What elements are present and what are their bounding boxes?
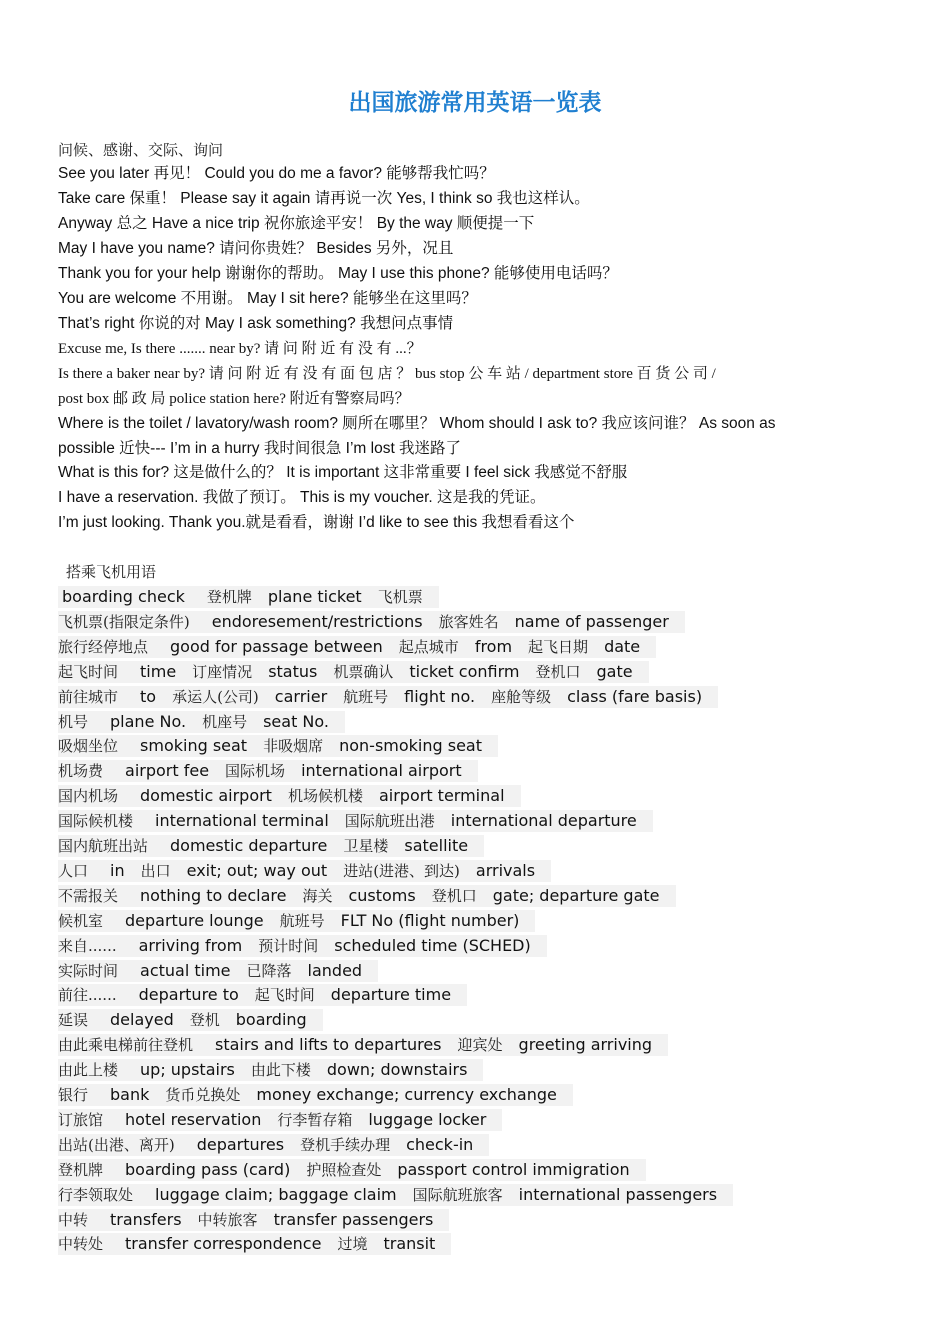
chinese-term: 国内航班出站 [58,835,170,857]
chinese-term: 登机 [190,1009,236,1031]
chinese-term: 航班号 [343,686,404,708]
chinese-term: 起飞日期 [528,636,604,658]
english-term: ticket confirm [409,661,535,683]
phrase-line: I have a reservation. 我做了预订。 This is my voucher. 这是我的凭证。 [58,489,546,506]
chinese-term: 起飞时间 [58,661,140,683]
chinese-term: 机号 [58,711,110,733]
english-term: plane ticket [268,586,378,608]
english-term: flight no. [404,686,491,708]
english-term: class (fare basis) [567,686,718,708]
phrase-line: May I have you name? 请问你贵姓？ Besides 另外，况且 [58,240,454,257]
english-term: luggage locker [368,1109,502,1131]
phrase-line: I’m just looking. Thank you.就是看看，谢谢 I’d like to see this 我想看看这个 [58,514,575,531]
english-term: landed [308,960,379,982]
english-term: good for passage between [170,636,399,658]
chinese-term: 机场费 [58,760,125,782]
english-term: delayed [110,1009,190,1031]
vocab-row [58,1084,573,1106]
phrase-line: Anyway 总之 Have a nice trip 祝你旅途平安！ By the way 顺便提一下 [58,215,535,232]
vocab-row [58,984,467,1006]
english-term: greeting arriving [519,1034,669,1056]
chinese-term: 人口 [58,860,110,882]
chinese-term: 国际航班出港 [345,810,451,832]
chinese-term: 实际时间 [58,960,140,982]
chinese-term: 订座情况 [192,661,268,683]
english-term: exit; out; way out [187,860,344,882]
chinese-term: 登机手续办理 [300,1134,406,1156]
phrase-line: Take care 保重！ Please say it again 请再说一次 Yes, I think so 我也这样认。 [58,190,590,207]
chinese-term: 登机口 [432,885,493,907]
chinese-term: 非吸烟席 [263,735,339,757]
vocab-row [58,711,345,733]
chinese-term: 旅行经停地点 [58,636,170,658]
chinese-term: 订旅馆 [58,1109,125,1131]
section-heading-flight: 搭乘飞机用语 [66,563,157,581]
chinese-term: 过境 [337,1233,383,1255]
chinese-term: 吸烟坐位 [58,735,140,757]
chinese-term: 旅客姓名 [439,611,515,633]
english-term: smoking seat [140,735,263,757]
english-term: passport control immigration [397,1159,645,1181]
phrase-line: What is this for? 这是做什么的？ It is important 这非常重要 I feel sick 我感觉不舒服 [58,464,628,481]
chinese-term: 出站(出港、离开) [58,1134,197,1156]
english-term: airport fee [125,760,225,782]
chinese-term: 航班号 [280,910,341,932]
english-term: departure time [331,984,467,1006]
english-term: boarding check [58,586,207,608]
phrase-line: That’s right 你说的对 May I ask something? 我想问点事情 [58,315,454,332]
phrase-line: You are welcome 不用谢。 May I sit here? 能够坐在这里吗？ [58,290,477,307]
section-heading-greetings: 问候、感谢、交际、询问 [58,141,224,159]
chinese-term: 登机牌 [207,586,268,608]
chinese-term: 行李暂存箱 [277,1109,368,1131]
english-term: down; downstairs [327,1059,484,1081]
chinese-term: 由此上楼 [58,1059,140,1081]
vocab-row [58,661,649,683]
phrase-line: Is there a baker near by? 请 问 附 近 有 没 有 面 包 店 ？ bus stop 公 车 站 / department store 百 货 公 司 / [58,366,716,382]
vocab-row [58,1059,483,1081]
vocab-row [58,810,653,832]
chinese-term: 海关 [302,885,348,907]
english-term: domestic departure [170,835,343,857]
vocab-row [58,910,535,932]
english-term: transfer passengers [274,1209,450,1231]
english-term: bank [110,1084,165,1106]
vocab-row [58,1134,489,1156]
chinese-term: 中转处 [58,1233,125,1255]
vocab-row [58,1233,451,1255]
chinese-term: 机场候机楼 [288,785,379,807]
english-term: airport terminal [379,785,521,807]
chinese-term: 前往...... [58,984,139,1006]
vocab-row [58,611,685,633]
chinese-term: 行李领取处 [58,1184,155,1206]
chinese-term: 银行 [58,1084,110,1106]
chinese-term: 迎宾处 [458,1034,519,1056]
phrase-line: Excuse me, Is there ....... near by? 请 问 附 近 有 没 有 ...？ [58,341,422,357]
vocab-row [58,636,656,658]
english-term: carrier [275,686,343,708]
chinese-term: 国际机场 [225,760,301,782]
phrase-line: Where is the toilet / lavatory/wash room? 厕所在哪里？ Whom should I ask to? 我应该问谁？ As soon as [58,415,776,432]
chinese-term: 出口 [141,860,187,882]
chinese-term: 预计时间 [258,935,334,957]
english-term: actual time [140,960,247,982]
english-term: seat No. [263,711,345,733]
chinese-term: 登机口 [535,661,596,683]
chinese-term: 已降落 [247,960,308,982]
chinese-term: 登机牌 [58,1159,125,1181]
vocab-row [58,785,521,807]
chinese-term: 飞机票 [378,586,439,608]
chinese-term: 机票确认 [333,661,409,683]
vocab-row [58,686,718,708]
chinese-term: 进站(进港、到达) [343,860,476,882]
english-term: international terminal [155,810,345,832]
vocab-row [58,835,484,857]
vocab-row [58,1009,323,1031]
english-term: date [604,636,656,658]
english-term: up; upstairs [140,1059,251,1081]
chinese-term: 由此乘电梯前往登机 [58,1034,215,1056]
english-term: international departure [451,810,653,832]
chinese-term: 护照检查处 [306,1159,397,1181]
chinese-term: 国际候机楼 [58,810,155,832]
vocab-row [58,586,439,608]
chinese-term: 起飞时间 [255,984,331,1006]
english-term: from [475,636,528,658]
english-term: boarding [236,1009,323,1031]
english-term: satellite [404,835,484,857]
english-term: gate; departure gate [493,885,676,907]
english-term: domestic airport [140,785,288,807]
chinese-term: 中转旅客 [198,1209,274,1231]
english-term: customs [348,885,431,907]
chinese-term: 前往城市 [58,686,140,708]
english-term: luggage claim; baggage claim [155,1184,413,1206]
english-term: transfers [110,1209,198,1231]
english-term: transfer correspondence [125,1233,337,1255]
vocab-row [58,735,498,757]
vocab-row [58,885,676,907]
english-term: departures [197,1134,300,1156]
english-term: departure to [139,984,255,1006]
english-term: plane No. [110,711,202,733]
english-term: status [268,661,333,683]
english-term: time [140,661,192,683]
chinese-term: 不需报关 [58,885,140,907]
chinese-term: 卫星楼 [343,835,404,857]
vocab-row [58,860,551,882]
english-term: scheduled time (SCHED) [334,935,546,957]
english-term: in [110,860,141,882]
vocab-row [58,1109,502,1131]
chinese-term: 座舱等级 [491,686,567,708]
english-term: nothing to declare [140,885,302,907]
english-term: to [140,686,172,708]
page-title: 出国旅游常用英语一览表 [348,89,602,116]
english-term: non-smoking seat [339,735,498,757]
vocab-row [58,960,378,982]
phrase-line: Thank you for your help 谢谢你的帮助。 May I use this phone? 能够使用电话吗？ [58,265,618,282]
english-term: FLT No (flight number) [341,910,536,932]
english-term: arriving from [139,935,259,957]
english-term: stairs and lifts to departures [215,1034,458,1056]
vocab-row [58,1184,733,1206]
chinese-term: 国内机场 [58,785,140,807]
phrase-line: See you later 再见！ Could you do me a favor? 能够帮我忙吗？ [58,165,495,182]
vocab-row [58,1159,646,1181]
chinese-term: 起点城市 [399,636,475,658]
vocab-row [58,1034,668,1056]
vocab-row [58,1209,449,1231]
english-term: departure lounge [125,910,280,932]
english-term: hotel reservation [125,1109,277,1131]
chinese-term: 飞机票(指限定条件) [58,611,212,633]
english-term: transit [383,1233,451,1255]
chinese-term: 货币兑换处 [165,1084,256,1106]
english-term: international airport [301,760,478,782]
english-term: money exchange; currency exchange [256,1084,572,1106]
english-term: international passengers [519,1184,733,1206]
chinese-term: 来自...... [58,935,139,957]
english-term: arrivals [476,860,551,882]
english-term: endoresement/restrictions [212,611,439,633]
chinese-term: 承运人(公司) [172,686,275,708]
chinese-term: 由此下楼 [251,1059,327,1081]
english-term: check-in [406,1134,489,1156]
chinese-term: 候机室 [58,910,125,932]
english-term: gate [597,661,649,683]
english-term: boarding pass (card) [125,1159,306,1181]
chinese-term: 国际航班旅客 [413,1184,519,1206]
chinese-term: 中转 [58,1209,110,1231]
chinese-term: 机座号 [202,711,263,733]
vocab-row [58,935,547,957]
phrase-line: possible 近快--- I’m in a hurry 我时间很急 I’m lost 我迷路了 [58,440,462,457]
chinese-term: 延误 [58,1009,110,1031]
english-term: name of passenger [515,611,685,633]
phrase-line: post box 邮 政 局 police station here? 附近有警察局吗？ [58,391,410,407]
vocab-row [58,760,478,782]
